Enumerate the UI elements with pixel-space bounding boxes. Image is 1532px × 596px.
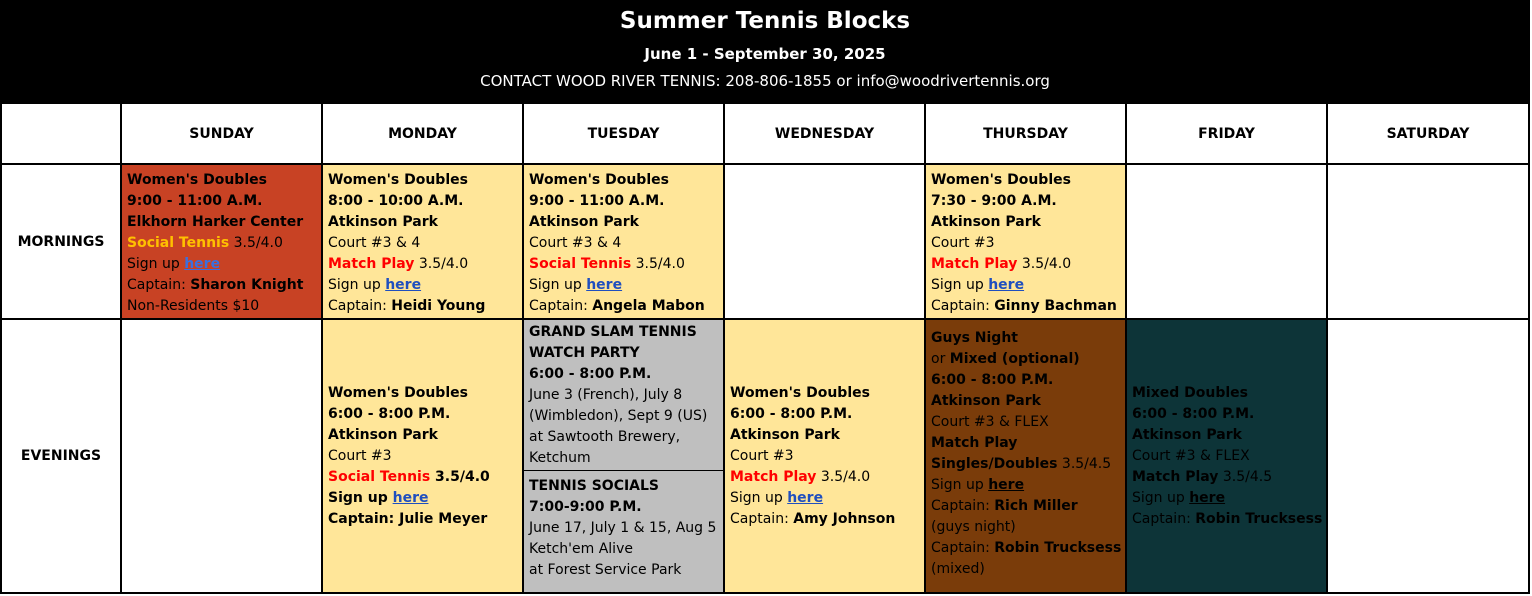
block-time: 6:00 - 8:00 P.M. [1132, 405, 1255, 422]
block-title: Women's Doubles [931, 172, 1071, 188]
corner-cell [0, 104, 122, 165]
schedule-dates: June 1 - September 30, 2025 [644, 45, 886, 63]
level: 3.5/4.0 [414, 256, 469, 272]
block-location: Atkinson Park [529, 214, 639, 230]
morning-monday-block [323, 165, 524, 320]
play-type: Social Tennis [127, 235, 230, 251]
evening-saturday-empty [1328, 320, 1530, 594]
signup-label: Sign up [931, 277, 989, 293]
captain-name: Julie Meyer [399, 510, 488, 527]
signup-label: Sign up [328, 277, 386, 293]
block-time: 9:00 - 11:00 A.M. [127, 193, 263, 209]
day-header-sunday: SUNDAY [122, 104, 323, 165]
captain-label: Captain: [1132, 510, 1196, 527]
captain-name: Sharon Knight [190, 277, 304, 293]
block-title: Women's Doubles [127, 172, 267, 188]
signup-label: Sign up [529, 277, 587, 293]
captain-note: (guys night) [931, 519, 1016, 535]
captain-name: Robin Trucksess [1195, 510, 1323, 527]
signup-link[interactable]: here [184, 256, 221, 272]
evening-tuesday-block [524, 320, 725, 594]
captain-name: Ginny Bachman [994, 298, 1117, 314]
row-label-mornings: MORNINGS [0, 165, 122, 320]
watch-party-venue: at Sawtooth Brewery, [529, 429, 681, 445]
play-type: Match Play [328, 256, 415, 272]
level: 3.5/4.0 [1017, 256, 1072, 272]
court: Court #3 [730, 447, 794, 464]
block-location: Atkinson Park [730, 426, 840, 443]
signup-label: Sign up [931, 477, 989, 493]
signup-link[interactable]: here [988, 477, 1025, 493]
fee-note: Non-Residents $10 [127, 298, 260, 314]
signup-label: Sign up [127, 256, 185, 272]
signup-link[interactable]: here [787, 489, 824, 506]
play-type: Match Play [1132, 468, 1219, 485]
watch-party-title-1: GRAND SLAM TENNIS [529, 324, 697, 340]
block-location: Atkinson Park [328, 214, 438, 230]
play-type: Social Tennis [328, 468, 431, 485]
court: Court #3 [328, 447, 392, 464]
day-header-wednesday: WEDNESDAY [725, 104, 926, 165]
play-type: Match Play [931, 435, 1018, 451]
block-location: Elkhorn Harker Center [127, 214, 304, 230]
block-time: 6:00 - 8:00 P.M. [931, 372, 1054, 388]
block-location: Atkinson Park [328, 426, 438, 443]
signup-link[interactable]: here [385, 277, 422, 293]
block-time: 6:00 - 8:00 P.M. [730, 405, 853, 422]
captain-name: Amy Johnson [793, 510, 896, 527]
court: Court #3 & 4 [328, 235, 421, 251]
signup-link[interactable]: here [586, 277, 623, 293]
block-title: Mixed Doubles [1132, 384, 1249, 401]
block-time: 6:00 - 8:00 P.M. [328, 405, 451, 422]
block-title: Women's Doubles [529, 172, 669, 188]
signup-label: Sign up [328, 489, 393, 506]
block-time: 7:30 - 9:00 A.M. [931, 193, 1057, 209]
captain-label: Captain: [529, 298, 593, 314]
level: 3.5/4.5 [1218, 468, 1273, 485]
captain-name: Rich Miller [994, 498, 1078, 514]
signup-link[interactable]: here [1189, 489, 1226, 506]
block-location: Atkinson Park [931, 393, 1041, 409]
evening-friday-block [1127, 320, 1328, 594]
morning-tuesday-block [524, 165, 725, 320]
schedule-header [0, 0, 1530, 104]
morning-friday-empty [1127, 165, 1328, 320]
evening-sunday-empty [122, 320, 323, 594]
signup-link[interactable]: here [392, 489, 429, 506]
block-title: Women's Doubles [328, 172, 468, 188]
mixed-prefix: or [931, 351, 950, 367]
section-divider [524, 470, 723, 471]
day-header-monday: MONDAY [323, 104, 524, 165]
signup-link[interactable]: here [988, 277, 1025, 293]
captain-name: Angela Mabon [592, 298, 705, 314]
block-title: Women's Doubles [730, 384, 870, 401]
court: Court #3 [931, 235, 995, 251]
court: Court #3 & FLEX [1132, 447, 1250, 464]
contact-line: CONTACT WOOD RIVER TENNIS: 208-806-1855 or info@woodrivertennis.org [480, 72, 1050, 90]
day-header-thursday: THURSDAY [926, 104, 1127, 165]
day-header-friday: FRIDAY [1127, 104, 1328, 165]
mixed-option: Mixed (optional) [949, 351, 1080, 367]
block-time: 8:00 - 10:00 A.M. [328, 193, 464, 209]
captain-name: Heidi Young [391, 298, 486, 314]
play-format: Singles/Doubles [931, 456, 1058, 472]
watch-party-title-2: WATCH PARTY [529, 345, 640, 361]
level: 3.5/4.0 [430, 468, 490, 485]
captain-label: Captain: [931, 498, 995, 514]
morning-sunday-block [122, 165, 323, 320]
captain-label: Captain: [328, 510, 400, 527]
captain-label: Captain: [931, 540, 995, 556]
signup-label: Sign up [730, 489, 788, 506]
play-type: Match Play [730, 468, 817, 485]
day-header-saturday: SATURDAY [1328, 104, 1530, 165]
morning-thursday-block [926, 165, 1127, 320]
block-title: Guys Night [931, 330, 1018, 346]
level: 3.5/4.0 [229, 235, 283, 251]
evening-thursday-block [926, 320, 1127, 594]
watch-party-time: 6:00 - 8:00 P.M. [529, 366, 652, 382]
captain-label: Captain: [328, 298, 392, 314]
evening-monday-block [323, 320, 524, 594]
day-header-tuesday: TUESDAY [524, 104, 725, 165]
socials-title: TENNIS SOCIALS [529, 478, 660, 494]
block-location: Atkinson Park [931, 214, 1041, 230]
evening-wednesday-block [725, 320, 926, 594]
court: Court #3 & FLEX [931, 414, 1049, 430]
captain-name: Robin Trucksess [994, 540, 1122, 556]
play-type: Match Play [931, 256, 1018, 272]
captain-label: Captain: [931, 298, 995, 314]
block-location: Atkinson Park [1132, 426, 1242, 443]
watch-party-dates-1: June 3 (French), July 8 [529, 387, 683, 403]
captain-label: Captain: [127, 277, 191, 293]
level: 3.5/4.0 [816, 468, 871, 485]
captain-note: (mixed) [931, 561, 985, 577]
block-time: 9:00 - 11:00 A.M. [529, 193, 665, 209]
socials-venue: at Forest Service Park [529, 562, 682, 578]
socials-dates: June 17, July 1 & 15, Aug 5 [529, 520, 717, 536]
socials-time: 7:00-9:00 P.M. [529, 499, 642, 515]
play-type: Social Tennis [529, 256, 632, 272]
court: Court #3 & 4 [529, 235, 622, 251]
row-label-evenings: EVENINGS [0, 320, 122, 594]
morning-wednesday-empty [725, 165, 926, 320]
captain-label: Captain: [730, 510, 794, 527]
morning-saturday-empty [1328, 165, 1530, 320]
level: 3.5/4.5 [1057, 456, 1112, 472]
socials-event: Ketch'em Alive [529, 541, 633, 557]
block-title: Women's Doubles [328, 384, 468, 401]
schedule-title: Summer Tennis Blocks [619, 8, 911, 34]
watch-party-town: Ketchum [529, 450, 591, 466]
watch-party-dates-2: (Wimbledon), Sept 9 (US) [529, 408, 708, 424]
level: 3.5/4.0 [631, 256, 685, 272]
signup-label: Sign up [1132, 489, 1190, 506]
